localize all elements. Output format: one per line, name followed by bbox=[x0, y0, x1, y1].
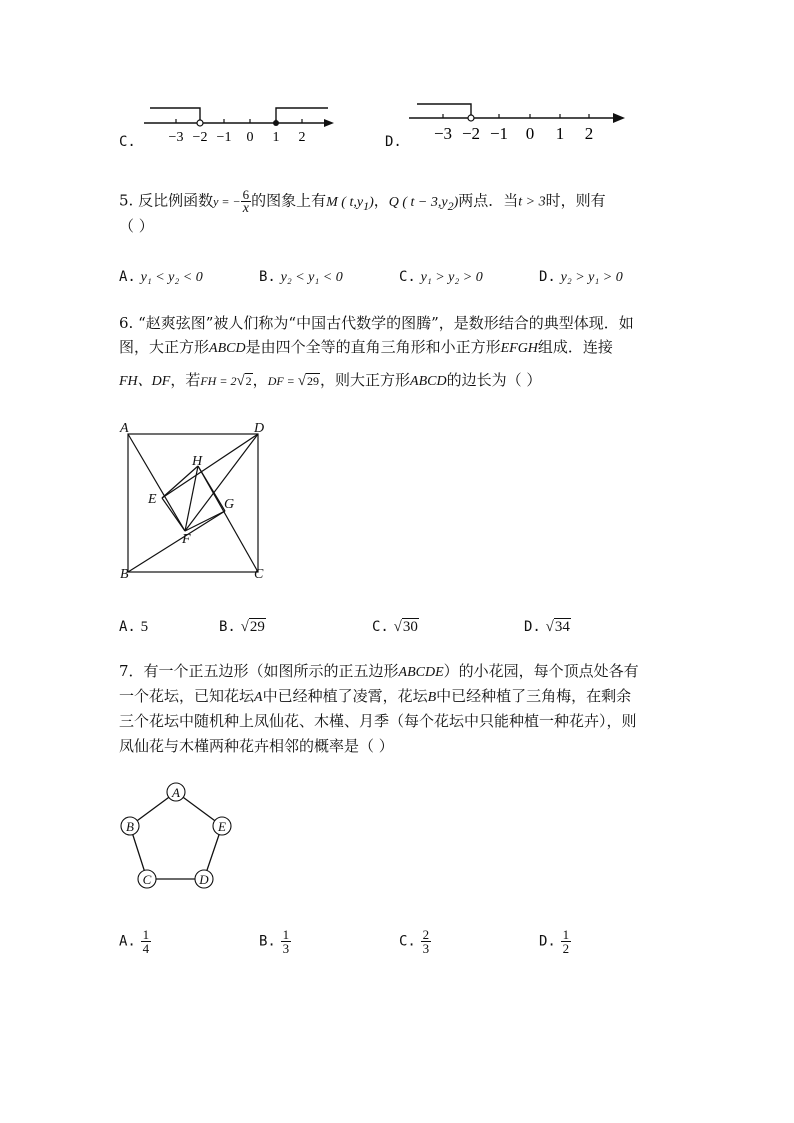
q7-option-b[interactable]: B. $\frac{1}{3}$ bbox=[259, 927, 290, 956]
q7-label-c: C bbox=[142, 872, 152, 887]
q6-zhaoshuang-figure bbox=[110, 416, 280, 586]
q4c-tick-5: 2 bbox=[298, 130, 306, 145]
q6-label-f: F bbox=[182, 532, 191, 547]
q4c-tick-4: 1 bbox=[272, 130, 280, 145]
q5-answer-paren: （ ） bbox=[119, 217, 154, 235]
q5-option-b[interactable]: B. y₂ < y₁ < 0 bbox=[259, 269, 343, 285]
q4-option-d-label[interactable]: D. bbox=[385, 134, 402, 150]
q4c-tick-2: −1 bbox=[216, 130, 232, 145]
q7-option-a[interactable]: A. $\frac{1}{4}$ bbox=[119, 927, 150, 956]
q7-stem-line2: 一个花坛，已知花坛A中已经种植了凌霄，花坛B中已经种植了三角梅，在剩余 bbox=[119, 687, 632, 705]
q5-stem: 5. 反比例函数y = − $\frac{6}{x}$ 的图象上有M ( $t,y_1$)，Q ( $t - 3,y_2$)两点．当t > 3时，则有 bbox=[119, 187, 606, 216]
q4c-tick-0: −3 bbox=[168, 130, 184, 145]
q4d-tick-2: −1 bbox=[489, 124, 509, 143]
q4d-tick-3: 0 bbox=[525, 124, 535, 143]
q7-label-b: B bbox=[126, 819, 134, 834]
q6-label-h: H bbox=[192, 454, 203, 469]
q4d-tick-4: 1 bbox=[555, 124, 565, 143]
q4c-tick-1: −2 bbox=[192, 130, 208, 145]
q4d-tick-0: −3 bbox=[433, 124, 453, 143]
q5-option-a[interactable]: A. y₁ < y₂ < 0 bbox=[119, 269, 203, 285]
q6-stem-line3: FH、DF，若FH = 2√2，DF = √29，则大正方形ABCD的边长为（ ） bbox=[119, 371, 542, 389]
q4d-tick-5: 2 bbox=[584, 124, 594, 143]
q6-stem-line1: 6. “赵爽弦图”被人们称为“中国古代数学的图腾”，是数形结合的典型体现．如 bbox=[119, 314, 634, 332]
q7-option-c[interactable]: C. $\frac{2}{3}$ bbox=[399, 927, 430, 956]
q4-option-c-label[interactable]: C. bbox=[119, 134, 136, 150]
q7-pentagon-figure bbox=[112, 776, 242, 896]
q6-label-g: G bbox=[224, 497, 235, 512]
q7-label-d: D bbox=[199, 872, 209, 887]
q7-label-e: E bbox=[218, 819, 226, 834]
q6-option-d[interactable]: D. √34 bbox=[524, 619, 570, 635]
q5-option-d[interactable]: D. y₂ > y₁ > 0 bbox=[539, 269, 623, 285]
q6-option-b[interactable]: B. √29 bbox=[219, 619, 265, 635]
q7-stem-line4: 凤仙花与木槿两种花卉相邻的概率是（ ） bbox=[119, 737, 394, 755]
q6-option-c[interactable]: C. √30 bbox=[372, 619, 418, 635]
q4-option-c-numberline bbox=[140, 100, 340, 150]
q6-label-c: C bbox=[254, 567, 264, 582]
q7-label-a: A bbox=[172, 785, 180, 800]
q6-label-a: A bbox=[120, 421, 129, 436]
q4c-tick-3: 0 bbox=[246, 130, 254, 145]
q7-option-d[interactable]: D. $\frac{1}{2}$ bbox=[539, 927, 570, 956]
q5-option-c[interactable]: C. y₁ > y₂ > 0 bbox=[399, 269, 483, 285]
q6-stem-line2: 图，大正方形ABCD是由四个全等的直角三角形和小正方形EFGH组成．连接 bbox=[119, 338, 613, 356]
q4-option-d-numberline bbox=[405, 98, 635, 148]
q6-label-b: B bbox=[120, 567, 129, 582]
q4d-tick-1: −2 bbox=[461, 124, 481, 143]
q6-option-a[interactable]: A. 5 bbox=[119, 619, 149, 635]
q7-stem-line1: 7．有一个正五边形（如图所示的正五边形ABCDE）的小花园，每个顶点处各有 bbox=[119, 662, 639, 680]
q7-stem-line3: 三个花坛中随机种上凤仙花、木槿、月季（每个花坛中只能种植一种花卉），则 bbox=[119, 712, 637, 730]
q6-label-e: E bbox=[148, 492, 157, 507]
q6-label-d: D bbox=[254, 421, 265, 436]
